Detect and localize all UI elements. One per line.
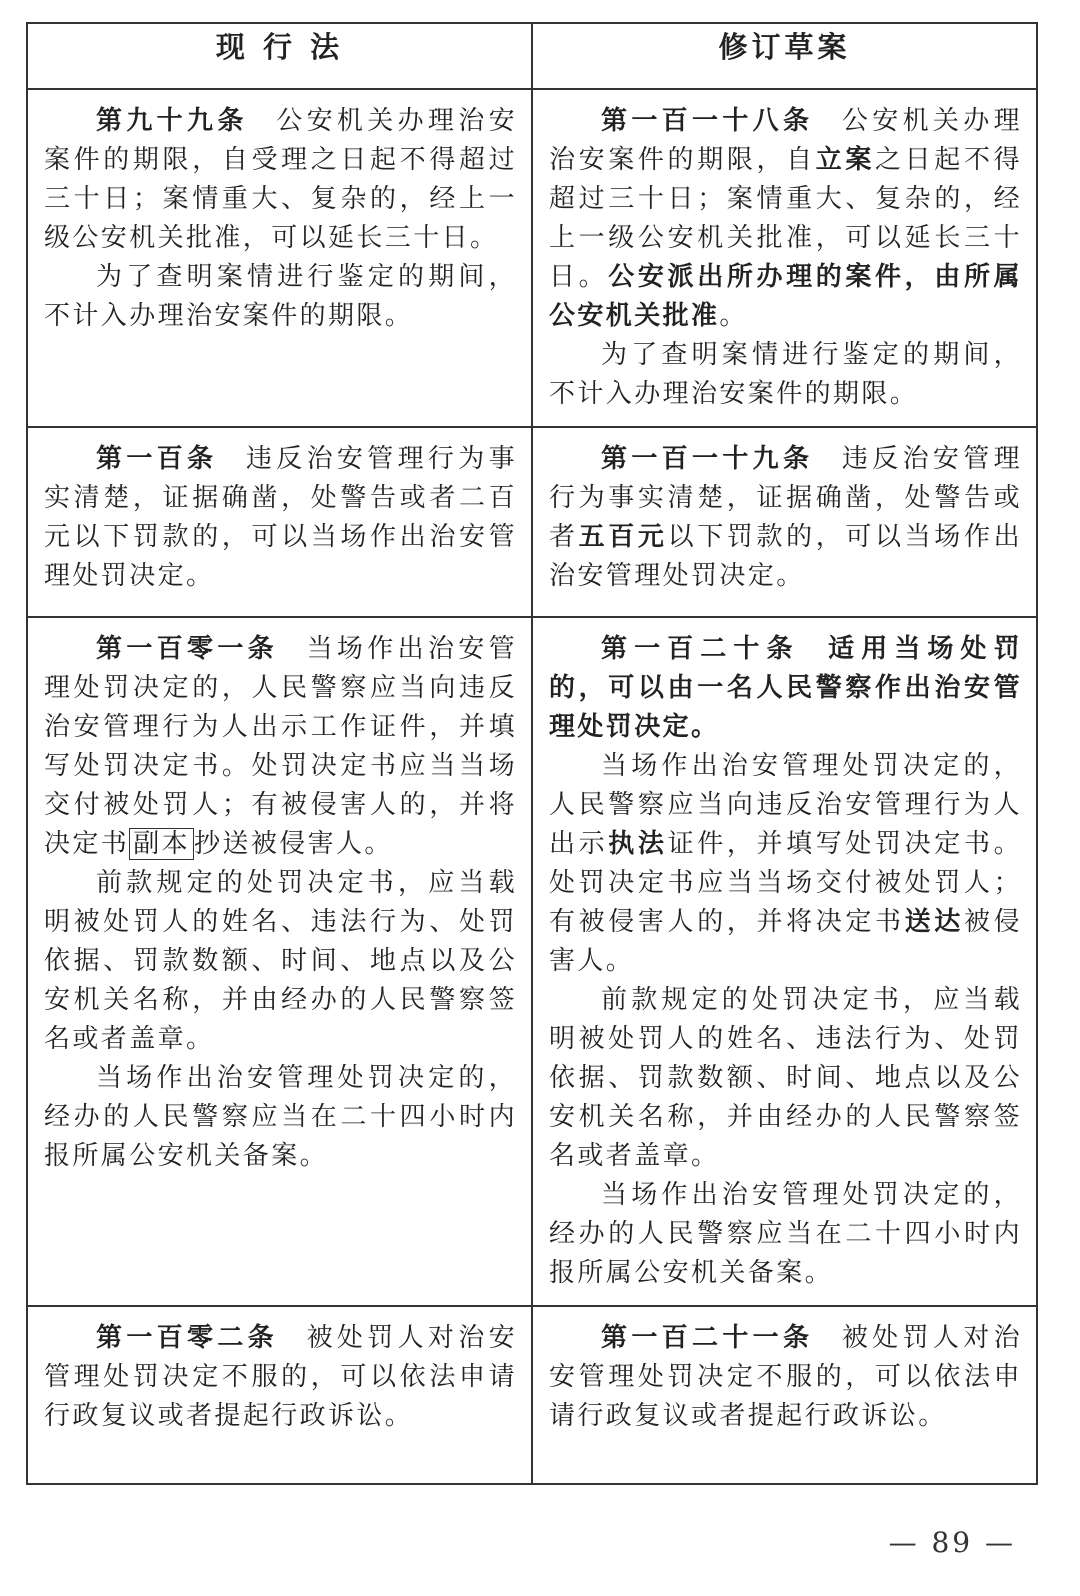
amended-text: 五百元: [578, 522, 668, 552]
article-number: 第一百二十一条: [601, 1323, 814, 1353]
table-row: [27, 89, 1037, 427]
article-number: 第九十九条: [96, 106, 248, 136]
amended-text: 执法: [608, 829, 668, 859]
article-text: 以下罚款的，可以当场作出治安管理处罚决定。: [549, 522, 1022, 591]
revised-draft-cell: [532, 617, 1037, 1306]
comparison-table: [26, 22, 1038, 1485]
article-number: 第一百一十九条: [601, 444, 814, 474]
article-text: 违反治安管理行为事实清楚，证据确凿，处警告或者: [549, 444, 1022, 552]
paragraph: [549, 440, 1022, 596]
paragraph: [44, 440, 517, 596]
article-number: 第一百零二条: [96, 1323, 278, 1353]
table-header-row: [27, 23, 1037, 89]
paragraph: 当场作出治安管理处罚决定的，经办的人民警察应当在二十四小时内报所属公安机关备案。: [44, 1063, 517, 1171]
revised-draft-cell: [532, 1306, 1037, 1484]
table-row: [27, 427, 1037, 617]
current-law-cell: [27, 427, 532, 617]
article-text: 当场作出治安管理处罚决定的，人民警察应当向违反治安管理行为人出示工作证件，并填写处罚决定书。处罚决定书应当当场交付被处罚人；有被侵害人的，并将决定书: [44, 634, 517, 859]
amended-text: 立案: [815, 145, 876, 175]
paragraph: [44, 102, 517, 258]
revised-draft-cell: [532, 427, 1037, 617]
article-text: 证件，并填写处罚决定书。处罚决定书应当当场交付被处罚人；有被侵害人的，并将决定书: [549, 829, 1022, 937]
article-text: 违反治安管理行为事实清楚，证据确凿，处警告或者二百元以下罚款的，可以当场作出治安管理处罚决定。: [44, 444, 517, 591]
current-law-cell: [27, 89, 532, 427]
amended-text: 适用当场处罚的，可以由一名人民警察作出治安管理处罚决定。: [549, 634, 1022, 742]
paragraph: [549, 1319, 1022, 1436]
current-law-cell: [27, 1306, 532, 1484]
amended-text: 公安派出所办理的案件，由所属公安机关批准: [549, 262, 1022, 331]
paragraph: [549, 630, 1022, 747]
table-row: [27, 1306, 1037, 1484]
paragraph: [549, 747, 1022, 981]
article-text: 被侵害人。: [549, 907, 1022, 976]
paragraph: [44, 630, 517, 864]
article-number: 第一百一十八条: [601, 106, 814, 136]
current-law-cell: [27, 617, 532, 1306]
paragraph: 前款规定的处罚决定书，应当载明被处罚人的姓名、违法行为、处罚依据、罚款数额、时间、地点以及公安机关名称，并由经办的人民警察签名或者盖章。: [44, 868, 517, 1054]
boxed-deleted-text: 副本: [129, 828, 194, 860]
article-text: 之日起不得超过三十日；案情重大、复杂的，经上一级公安机关批准，可以延长三十日。: [549, 145, 1022, 292]
header-revised-draft: 修订草案: [532, 23, 1037, 89]
article-text: 公安机关办理治安案件的期限，自受理之日起不得超过三十日；案情重大、复杂的，经上一级公安机关批准，可以延长三十日。: [44, 106, 517, 253]
article-number: 第一百零一条: [96, 634, 278, 664]
paragraph: 前款规定的处罚决定书，应当载明被处罚人的姓名、违法行为、处罚依据、罚款数额、时间、地点以及公安机关名称，并由经办的人民警察签名或者盖章。: [549, 985, 1022, 1171]
paragraph: [44, 1319, 517, 1436]
article-text: 抄送被侵害人。: [194, 829, 393, 859]
article-text: 公安机关办理治安案件的期限，自: [549, 106, 1022, 175]
article-number: 第一百条: [96, 444, 218, 474]
article-number: 第一百二十条: [601, 634, 800, 664]
paragraph: [549, 102, 1022, 336]
header-current-law: 现 行 法: [27, 23, 532, 89]
article-text: 。: [719, 301, 748, 331]
paragraph: 为了查明案情进行鉴定的期间，不计入办理治安案件的期限。: [44, 262, 517, 331]
revised-draft-cell: [532, 89, 1037, 427]
table-row: [27, 617, 1037, 1306]
amended-text: 送达: [904, 907, 964, 937]
article-text: 当场作出治安管理处罚决定的，人民警察应当向违反治安管理行为人出示: [549, 751, 1022, 859]
article-text: 被处罚人对治安管理处罚决定不服的，可以依法申请行政复议或者提起行政诉讼。: [549, 1323, 1022, 1431]
paragraph: 当场作出治安管理处罚决定的，经办的人民警察应当在二十四小时内报所属公安机关备案。: [549, 1180, 1022, 1288]
paragraph: 为了查明案情进行鉴定的期间，不计入办理治安案件的期限。: [549, 340, 1022, 409]
article-text: 被处罚人对治安管理处罚决定不服的，可以依法申请行政复议或者提起行政诉讼。: [44, 1323, 517, 1431]
page-number: — 89 —: [888, 1526, 1016, 1559]
